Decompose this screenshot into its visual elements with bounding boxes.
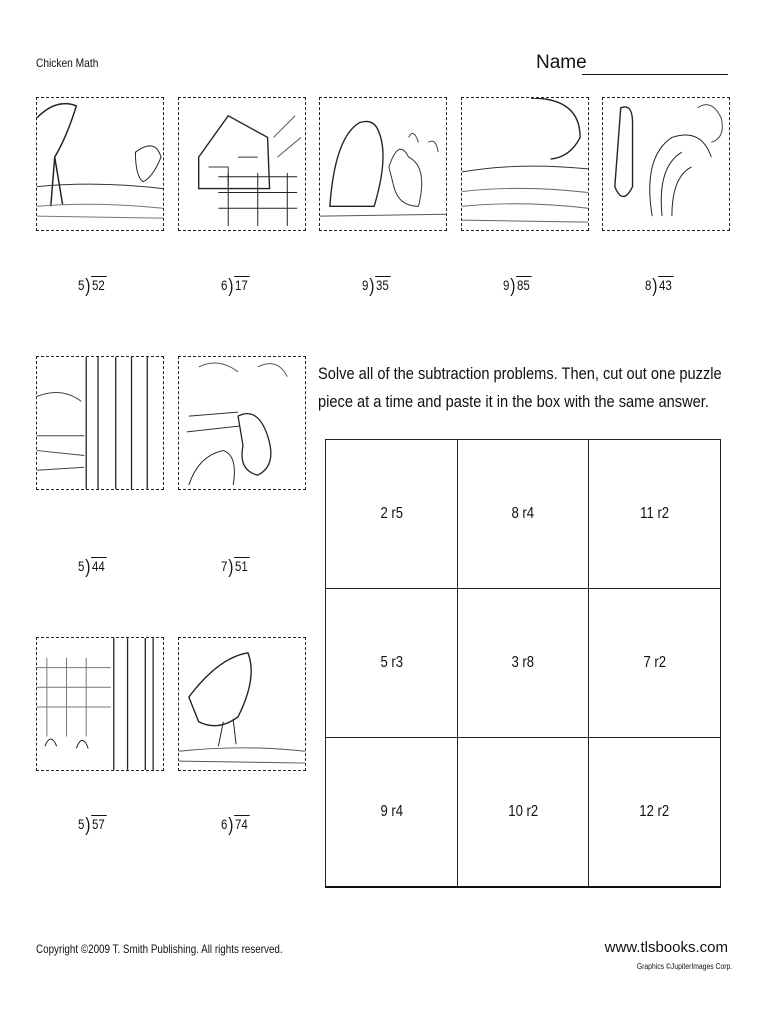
puzzle-tile-image	[178, 97, 306, 231]
division-problem	[78, 815, 106, 836]
division-problem	[221, 557, 249, 578]
division-bracket-icon: )	[228, 276, 234, 297]
answer-label: 9 r4	[379, 803, 403, 820]
answer-grid	[325, 439, 721, 888]
divisor: 5	[78, 816, 85, 832]
division-problem	[78, 557, 106, 578]
rooster-sketch-image	[603, 98, 729, 230]
answer-cell[interactable]	[326, 440, 458, 589]
divisor: 5	[78, 558, 85, 574]
answer-cell[interactable]	[589, 440, 721, 589]
dividend: 43	[659, 277, 672, 293]
divisor: 6	[221, 816, 228, 832]
divisor: 9	[362, 277, 369, 293]
answer-cell[interactable]	[457, 589, 589, 738]
division-bracket-icon: )	[228, 815, 234, 836]
dividend: 52	[92, 277, 105, 293]
divisor: 8	[645, 277, 652, 293]
website-link[interactable]: www.tlsbooks.com	[604, 939, 728, 956]
copyright-notice: Copyright ©2009 T. Smith Publishing. All rights reserved.	[36, 942, 283, 956]
hens-pecking-sketch-image	[179, 357, 305, 489]
instructions-line: Solve all of the subtraction problems. Then, cut out one puzzle	[318, 364, 722, 383]
graphics-credit: Graphics ©JupiterImages Corp.	[636, 962, 732, 971]
dividend: 57	[92, 816, 105, 832]
answer-cell[interactable]	[457, 738, 589, 888]
division-bracket-icon: )	[652, 276, 658, 297]
answer-label: 11 r2	[640, 505, 670, 522]
division-bracket-icon: )	[85, 276, 91, 297]
answer-cell[interactable]	[326, 589, 458, 738]
answer-cell[interactable]	[589, 589, 721, 738]
division-problem	[221, 276, 249, 297]
division-bracket-icon: )	[85, 815, 91, 836]
dividend: 35	[376, 277, 389, 293]
dividend: 17	[235, 277, 248, 293]
division-problem	[78, 276, 106, 297]
answer-label: 2 r5	[379, 505, 403, 522]
puzzle-tile-image	[461, 97, 589, 231]
answer-grid-row	[326, 738, 721, 888]
division-problem	[503, 276, 531, 297]
answer-label: 12 r2	[639, 803, 670, 820]
answer-cell[interactable]	[457, 440, 589, 589]
division-problem	[362, 276, 390, 297]
division-bracket-icon: )	[369, 276, 375, 297]
puzzle-tile-image	[178, 356, 306, 490]
divisor: 9	[503, 277, 510, 293]
puzzle-tile-image	[36, 637, 164, 771]
divisor: 7	[221, 558, 228, 574]
hen-and-geese-sketch-image	[320, 98, 446, 230]
division-bracket-icon: )	[85, 557, 91, 578]
barn-wall-sketch-image	[37, 357, 163, 489]
divisor: 6	[221, 277, 228, 293]
answer-label: 3 r8	[511, 654, 535, 671]
name-field-line	[582, 74, 728, 75]
hen-walking-sketch-image	[179, 638, 305, 770]
answer-label: 8 r4	[511, 505, 535, 522]
dividend: 74	[235, 816, 248, 832]
answer-cell[interactable]	[326, 738, 458, 888]
answer-label: 7 r2	[643, 654, 666, 671]
answer-grid-row	[326, 589, 721, 738]
worksheet-title: Chicken Math	[36, 56, 99, 70]
division-problem	[645, 276, 673, 297]
instructions-line: piece at a time and paste it in the box with the same answer.	[318, 392, 709, 411]
fence-and-chicks-sketch-image	[37, 638, 163, 770]
puzzle-tile-image	[319, 97, 447, 231]
instructions	[318, 360, 722, 416]
puzzle-tile-image	[36, 97, 164, 231]
divisor: 5	[78, 277, 85, 293]
division-bracket-icon: )	[228, 557, 234, 578]
puzzle-tile-image	[36, 356, 164, 490]
answer-cell[interactable]	[589, 738, 721, 888]
dividend: 85	[517, 277, 530, 293]
division-problem	[221, 815, 249, 836]
puzzle-tile-image	[178, 637, 306, 771]
barn-sketch-image	[179, 98, 305, 230]
answer-grid-row	[326, 440, 721, 589]
name-label: Name	[536, 52, 587, 73]
farm-field-sketch-image	[462, 98, 588, 230]
puzzle-tile-image	[602, 97, 730, 231]
dividend: 51	[235, 558, 248, 574]
chicken-legs-sketch-image	[37, 98, 163, 230]
division-bracket-icon: )	[510, 276, 516, 297]
answer-label: 10 r2	[507, 803, 538, 820]
dividend: 44	[92, 558, 105, 574]
answer-label: 5 r3	[379, 654, 403, 671]
